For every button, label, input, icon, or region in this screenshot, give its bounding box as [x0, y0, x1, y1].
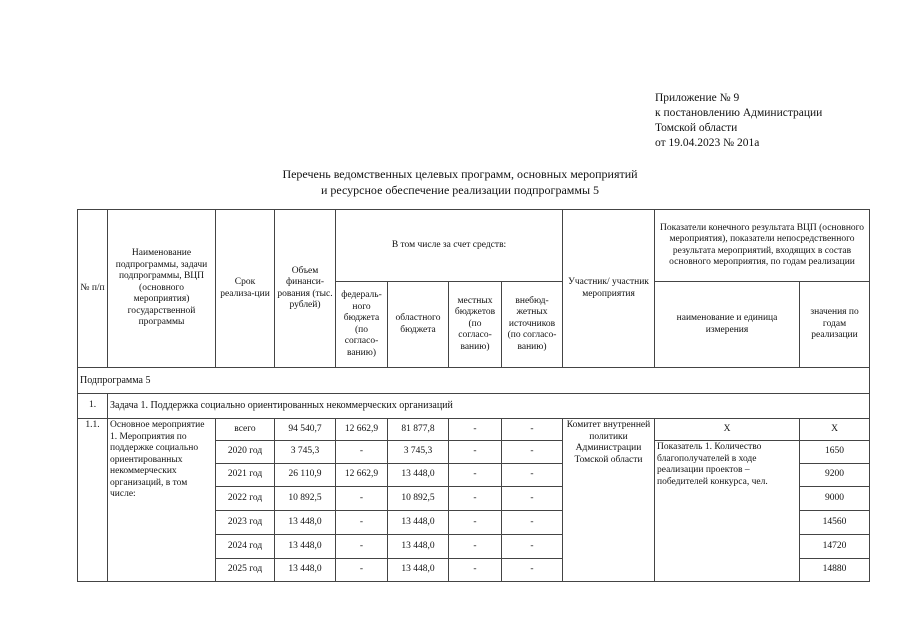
- row-regional: 13 448,0: [388, 464, 449, 487]
- header-local: местных бюджетов (по согласо-ванию): [449, 282, 502, 368]
- row-term: 2025 год: [216, 559, 275, 582]
- row-local: -: [449, 511, 502, 535]
- row-term: всего: [216, 419, 275, 441]
- header-name: Наименование подпрограммы, задачи подпрограммы, ВЦП (основного мероприятия) государственной программы: [108, 210, 216, 368]
- indicator-value: 1650: [800, 441, 870, 464]
- row-term: 2024 год: [216, 535, 275, 559]
- indicator-value: 14880: [800, 559, 870, 582]
- indicator-header-value: Х: [800, 419, 870, 441]
- row-regional: 13 448,0: [388, 511, 449, 535]
- header-federal: федераль-ного бюджета (по согласо-ванию): [336, 282, 388, 368]
- row-volume: 13 448,0: [275, 559, 336, 582]
- header-participant: Участник/ участник мероприятия: [563, 210, 655, 368]
- row-federal: -: [336, 487, 388, 511]
- appendix-line-4: от 19.04.2023 № 201а: [655, 137, 760, 149]
- row-extra: -: [502, 441, 563, 464]
- row-term: 2020 год: [216, 441, 275, 464]
- indicator-name: Показатель 1. Количество благополучателей в ходе реализации проектов – победителей конкурса, чел.: [655, 441, 800, 582]
- document-title: [100, 166, 820, 198]
- row-term: 2023 год: [216, 511, 275, 535]
- activity-num: 1.1.: [78, 419, 108, 582]
- row-federal: -: [336, 535, 388, 559]
- row-extra: -: [502, 419, 563, 441]
- header-num: № п/п: [78, 210, 108, 368]
- row-local: -: [449, 535, 502, 559]
- row-regional: 3 745,3: [388, 441, 449, 464]
- task-num: 1.: [78, 394, 108, 419]
- row-regional: 81 877,8: [388, 419, 449, 441]
- header-volume: Объем финанси-рования (тыс. рублей): [275, 210, 336, 368]
- header-regional: областного бюджета: [388, 282, 449, 368]
- program-table: [77, 209, 870, 582]
- indicator-value: 14560: [800, 511, 870, 535]
- row-regional: 13 448,0: [388, 559, 449, 582]
- appendix-line-1: Приложение № 9: [655, 92, 740, 104]
- row-extra: -: [502, 487, 563, 511]
- row-federal: -: [336, 511, 388, 535]
- appendix-line-3: Томской области: [655, 122, 738, 134]
- header-term: Срок реализа-ции: [216, 210, 275, 368]
- indicator-value: 9200: [800, 464, 870, 487]
- header-sources: В том числе за счет средств:: [336, 210, 563, 282]
- indicator-value: 14720: [800, 535, 870, 559]
- title-line-2: и ресурсное обеспечение реализации подпрограммы 5: [320, 183, 600, 197]
- activity-name: Основное мероприятие 1. Мероприятия по поддержке социально ориентированных некоммерческих организаций, в том числе:: [108, 419, 216, 582]
- header-indicators: Показатели конечного результата ВЦП (основного мероприятия), показатели непосредственного результата мероприятий, входящих в состав основного мероприятия, по годам реализации: [655, 210, 870, 282]
- task-text: Задача 1. Поддержка социально ориентированных некоммерческих организаций: [108, 394, 870, 419]
- indicator-header-name: Х: [655, 419, 800, 441]
- row-volume: 26 110,9: [275, 464, 336, 487]
- row-volume: 3 745,3: [275, 441, 336, 464]
- row-local: -: [449, 441, 502, 464]
- row-term: 2021 год: [216, 464, 275, 487]
- row-local: -: [449, 559, 502, 582]
- row-extra: -: [502, 535, 563, 559]
- header-indicator-name: наименование и единица измерения: [655, 282, 800, 368]
- row-volume: 94 540,7: [275, 419, 336, 441]
- subprogram-row: Подпрограмма 5: [78, 368, 870, 394]
- row-volume: 13 448,0: [275, 535, 336, 559]
- row-extra: -: [502, 511, 563, 535]
- appendix-block: [655, 91, 822, 151]
- row-federal: -: [336, 559, 388, 582]
- title-line-1: Перечень ведомственных целевых программ, основных мероприятий: [282, 167, 638, 181]
- row-federal: 12 662,9: [336, 464, 388, 487]
- row-local: -: [449, 464, 502, 487]
- row-volume: 10 892,5: [275, 487, 336, 511]
- row-regional: 13 448,0: [388, 535, 449, 559]
- indicator-value: 9000: [800, 487, 870, 511]
- row-federal: -: [336, 441, 388, 464]
- row-term: 2022 год: [216, 487, 275, 511]
- row-extra: -: [502, 464, 563, 487]
- row-local: -: [449, 487, 502, 511]
- appendix-line-2: к постановлению Администрации: [655, 107, 823, 119]
- header-extra: внебюд-жетных источников (по согласо-ванию): [502, 282, 563, 368]
- row-volume: 13 448,0: [275, 511, 336, 535]
- row-local: -: [449, 419, 502, 441]
- table-row: [78, 419, 870, 441]
- header-indicator-values: значения по годам реализации: [800, 282, 870, 368]
- row-federal: 12 662,9: [336, 419, 388, 441]
- activity-participant: Комитет внутренней политики Администрации Томской области: [563, 419, 655, 582]
- row-extra: -: [502, 559, 563, 582]
- row-regional: 10 892,5: [388, 487, 449, 511]
